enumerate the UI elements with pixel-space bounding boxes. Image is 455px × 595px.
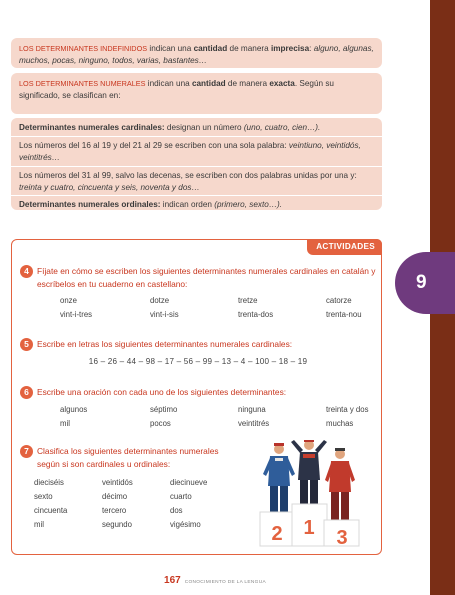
num-text-1: indican una [145,79,192,88]
rule1-text: Los números del 16 al 19 y del 21 al 29 se escriben con una sola palabra: [19,140,289,150]
word: mil [34,520,44,529]
indef-cantidad: cantidad [193,44,228,53]
rule2-text: Los números del 31 al 99, salvo las decenas, se escriben con dos palabras unidas por una y: [19,170,357,180]
exercise-5 [20,338,376,366]
word: catorze [326,296,352,305]
word: sexto [34,492,53,501]
athlete-first-place [291,440,327,504]
word: ninguna [238,405,266,414]
number-sequence: 16 – 26 – 44 – 98 – 17 – 56 – 99 – 13 – 4 – 100 – 18 – 19 [88,357,308,366]
indef-imprecisa: imprecisa [270,44,310,53]
num-exacta: exacta [269,79,295,88]
rule-16-29 [19,140,374,164]
ordinal-definition [19,199,374,211]
ordinal-examples: (primero, sexto…). [214,200,283,210]
podium-illustration [251,440,366,548]
divider [11,136,382,137]
section-label: CONOCIMIENTO DE LA LENGUA [184,580,266,585]
word: trenta-dos [238,310,274,319]
num-cantidad: cantidad [191,79,226,88]
word: séptimo [150,405,178,414]
word: vint-i-sis [150,310,179,319]
rule1-examples: veintiuno, veintidós, veintitrés… [19,140,361,162]
podium-number-first: 1 [303,517,315,539]
exercise-6-question: Escribe una oración con cada uno de los siguientes determinantes: [37,387,287,397]
cardinal-examples: (uno, cuatro, cien…). [243,123,321,132]
exercise-number: 7 [20,445,33,458]
activities-tag: ACTIVIDADES [307,239,382,255]
chapter-number-tab [395,252,455,314]
indef-text-2: de manera [227,44,271,53]
num-text-2: de manera [225,79,270,88]
podium-number-third: 3 [336,527,348,548]
word: décimo [102,492,128,501]
word: tercero [102,506,127,515]
word: dos [170,506,183,515]
word: muchas [326,419,354,428]
ordinal-text: indican orden [160,200,215,210]
word: trenta-nou [326,310,362,319]
divider [11,166,382,167]
podium-number-second: 2 [271,523,283,545]
numeral-determiners-box [11,73,382,114]
word: pocos [150,419,171,428]
word: vint-i-tres [60,310,93,319]
word: cuarto [170,492,192,501]
exercise-5-question: Escribe en letras los siguientes determinantes numerales cardinales: [37,339,293,349]
word: segundo [102,520,132,529]
divider [11,195,382,196]
athlete-second-place [263,443,295,512]
word: onze [60,296,77,305]
cardinal-label: Determinantes numerales cardinales: [19,123,165,132]
exercise-number: 4 [20,265,33,278]
word: cincuenta [34,506,68,515]
exercise-number: 5 [20,338,33,351]
exercise-number: 6 [20,386,33,399]
rule2-examples: treinta y cuatro, cincuenta y seis, noventa y dos… [19,182,200,192]
exercise-7-words [34,477,234,537]
exercise-7-question-line-1: Clasifica los siguientes determinantes numerales [37,446,219,456]
numeral-types-box [11,118,382,210]
indef-examples: alguno, algunas, muchos, pocas, ninguno, todos, varias, bastantes… [19,44,374,65]
exercise-4-words [60,295,370,319]
word: dotze [150,296,170,305]
exercise-6 [20,386,376,428]
indef-text-3: : [309,44,314,53]
page-footer [0,574,430,589]
exercise-4-question: Fíjate en cómo se escriben los siguientes determinantes numerales cardinales en catalán y escríbelos en tu cuaderno en castellano: [37,266,376,289]
exercise-4 [20,265,376,319]
cardinal-definition [19,122,374,134]
word: veintidós [102,478,133,487]
word: algunos [60,405,88,414]
chapter-number: 9 [416,272,427,294]
word: tretze [238,296,258,305]
exercise-6-words [60,404,380,428]
word: treinta y dos [326,405,369,414]
rule-31-99 [19,170,374,194]
cardinal-text: designan un número [164,123,244,132]
page-number: 167 [164,575,181,586]
indefinite-determiners-box [11,38,382,68]
athlete-third-place [325,448,355,520]
indef-text-1: indican una [147,44,194,53]
ordinal-label: Determinantes numerales ordinales: [19,200,161,210]
word: dieciséis [34,478,64,487]
word: diecinueve [170,478,208,487]
word: mil [60,419,70,428]
word: vigésimo [170,520,201,529]
exercise-7-question-line-2: según si son cardinales u ordinales: [37,458,171,469]
num-text-3: . Según su significado, se clasifican en: [19,79,334,100]
num-term: LOS DETERMINANTES NUMERALES [19,79,146,88]
theory-panel [11,33,382,218]
indef-term: LOS DETERMINANTES INDEFINIDOS [19,44,148,53]
word: veintitrés [238,419,270,428]
